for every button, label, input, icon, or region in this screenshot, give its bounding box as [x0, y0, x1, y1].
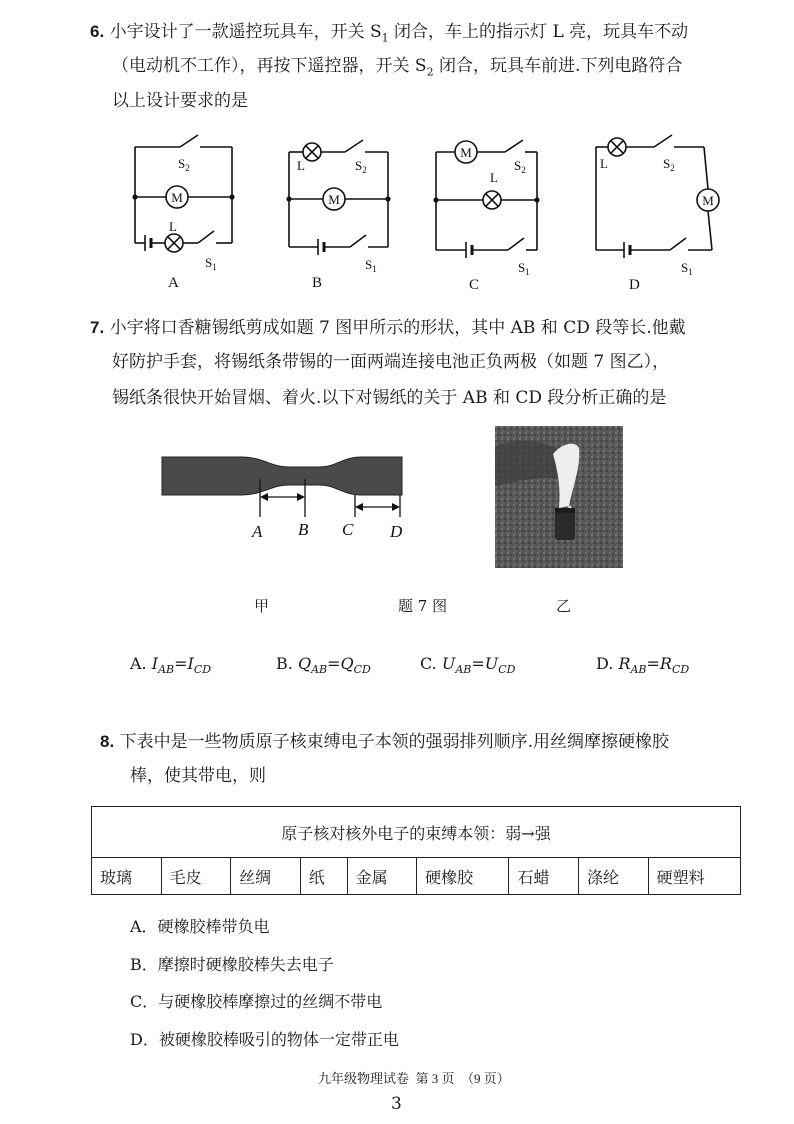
motor-icon [323, 188, 345, 210]
option-letter: A [168, 275, 179, 291]
q7-option-d: D. $R_{AB}=R_{CD}$ [596, 654, 690, 677]
battery-photo-image [495, 426, 623, 568]
q7-line3: 锡纸条很快开始冒烟、着火.以下对锡纸的关于 AB 和 CD 段分析正确的是 [112, 388, 667, 408]
svg-text:M: M [171, 190, 183, 205]
q7-option-b: B. $Q_{AB}=Q_{CD}$ [276, 654, 371, 677]
lamp-label-l: L [297, 158, 305, 173]
table-cell: 纸 [300, 858, 347, 895]
q8-option-a: A．硬橡胶棒带负电 [130, 917, 270, 936]
fig7-caption-mid: 题 7 图 [398, 597, 448, 615]
switch-label-s2: $S_2$ [178, 156, 190, 173]
q6-line2: （电动机不工作），再按下遥控器，开关 $S_2$ 闭合，玩具车前进.下列电路符合 [112, 56, 683, 79]
table-cell: 涤纶 [579, 858, 649, 895]
table-row [92, 858, 741, 895]
lamp-icon [303, 143, 321, 161]
switch-label-s2: $S_2$ [514, 158, 526, 175]
point-label-d: D [390, 522, 403, 541]
q7-number: 7. [90, 318, 105, 337]
q7-line2: 好防护手套，将锡纸条带锡的一面两端连接电池正负两极（如题 7 图乙）， [112, 352, 670, 372]
q7-line1: 7. 小宇将口香糖锡纸剪成如题 7 图甲所示的形状，其中 AB 和 CD 段等长.他戴 [90, 318, 686, 338]
q6-line1: 6. 小宇设计了一款遥控玩具车，开关 $S_1$ 闭合，车上的指示灯 L 亮，玩具车不动 [90, 22, 689, 45]
switch-label-s1: $S_1$ [365, 257, 377, 274]
q6-circuit-figures [0, 125, 794, 295]
lamp-label-l: L [169, 219, 177, 234]
q6-line3: 以上设计要求的是 [112, 91, 248, 111]
q7-option-a: A. $I_{AB}=I_{CD}$ [130, 654, 212, 677]
lamp-icon [483, 191, 501, 209]
lamp-icon [608, 138, 626, 156]
lamp-label-l: L [600, 156, 608, 171]
switch-label-s1: $S_1$ [518, 260, 530, 277]
motor-icon [455, 141, 477, 163]
svg-text:M: M [328, 192, 340, 207]
table-cell: 金属 [347, 858, 417, 895]
switch-label-s1: $S_1$ [681, 260, 693, 277]
electron-binding-table [91, 806, 741, 895]
table-cell: 玻璃 [92, 858, 162, 895]
q8-option-c: C．与硬橡胶棒摩擦过的丝绸不带电 [130, 992, 383, 1011]
table-header: 原子核对核外电子的束缚本领：弱→强 [92, 807, 741, 858]
page-number: 3 [391, 1094, 402, 1114]
motor-icon [697, 189, 719, 211]
option-letter: D [629, 277, 640, 293]
lamp-icon [165, 234, 183, 252]
fig7-caption-left: 甲 [254, 597, 270, 615]
switch-label-s1: $S_1$ [205, 255, 217, 272]
q8-line2: 棒，使其带电，则 [130, 766, 266, 786]
table-cell: 丝绸 [231, 858, 301, 895]
svg-text:M: M [702, 193, 714, 208]
page-footer: 九年级物理试卷 第 3 页 （9 页） [318, 1071, 510, 1086]
q7-option-c: C. $U_{AB}=U_{CD}$ [420, 654, 516, 677]
motor-icon [166, 186, 188, 208]
fig7-caption-right: 乙 [556, 597, 572, 615]
table-cell: 石蜡 [509, 858, 579, 895]
table-cell: 硬塑料 [648, 858, 740, 895]
q6-number: 6. [90, 22, 105, 41]
table-cell: 毛皮 [161, 858, 231, 895]
switch-label-s2: $S_2$ [663, 156, 675, 173]
q8-option-d: D．被硬橡胶棒吸引的物体一定带正电 [130, 1030, 399, 1049]
svg-text:M: M [460, 145, 472, 160]
option-letter: C [469, 277, 480, 293]
lamp-label-l: L [490, 170, 498, 185]
q8-number: 8. [100, 732, 115, 751]
point-label-a: A [252, 522, 263, 541]
point-label-b: B [298, 520, 309, 539]
q8-line1: 8. 下表中是一些物质原子核束缚电子本领的强弱排列顺序.用丝绸摩擦硬橡胶 [100, 732, 669, 752]
option-letter: B [312, 275, 323, 291]
switch-label-s2: $S_2$ [355, 158, 367, 175]
tin-foil-strip-figure [150, 445, 420, 550]
table-cell: 硬橡胶 [417, 858, 509, 895]
point-label-c: C [342, 520, 354, 539]
q8-option-b: B．摩擦时硬橡胶棒失去电子 [130, 955, 334, 974]
